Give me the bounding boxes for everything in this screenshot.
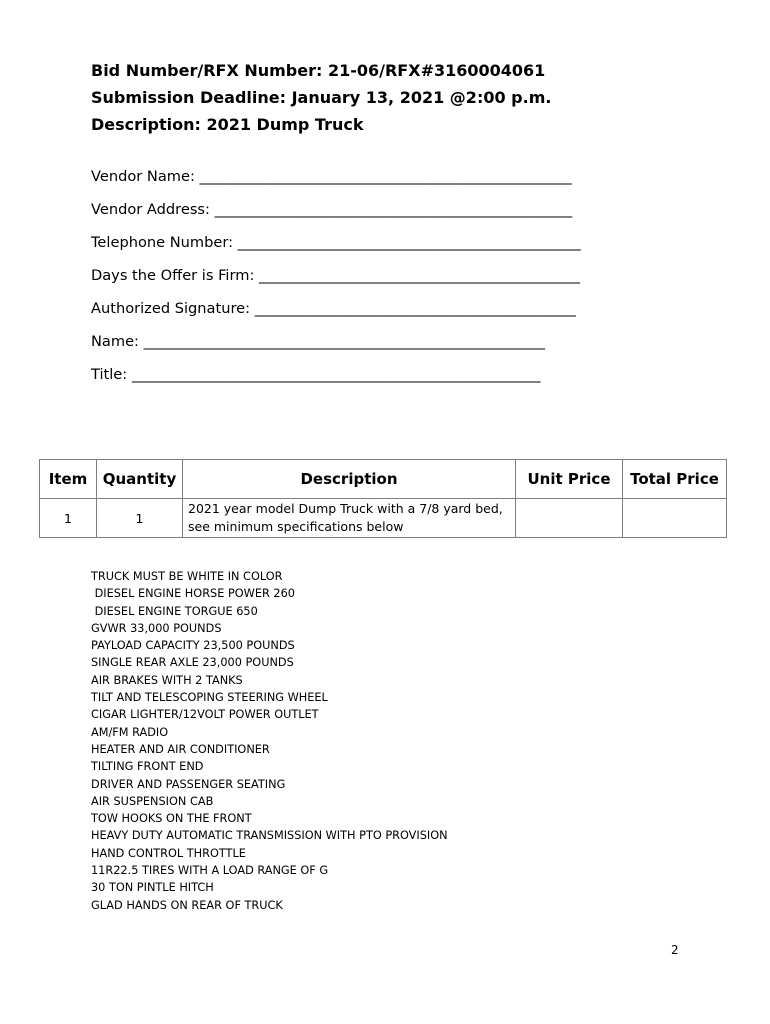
quantity-cell: 1 xyxy=(97,499,183,538)
item-cell: 1 xyxy=(40,499,97,538)
spec-item: HEAVY DUTY AUTOMATIC TRANSMISSION WITH PTO PROVISION xyxy=(91,829,448,843)
bid-number-heading: Bid Number/RFX Number: 21-06/RFX#3160004061 xyxy=(91,61,546,80)
title-field: Title: ________________________________________________________ xyxy=(91,366,541,383)
spec-item: SINGLE REAR AXLE 23,000 POUNDS xyxy=(91,656,294,670)
table-row xyxy=(40,499,727,538)
spec-item: HAND CONTROL THROTTLE xyxy=(91,846,246,860)
unit-price-cell xyxy=(516,499,623,538)
spec-item: DRIVER AND PASSENGER SEATING xyxy=(91,777,286,791)
page-number: 2 xyxy=(671,943,679,957)
spec-item: AM/FM RADIO xyxy=(91,725,169,739)
bid-header xyxy=(91,57,711,138)
vendor-name-field: Vendor Name: ___________________________________________________ xyxy=(91,168,572,185)
spec-item: PAYLOAD CAPACITY 23,500 POUNDS xyxy=(91,639,295,653)
unit-price-column-header: Unit Price xyxy=(516,460,623,499)
spec-item: GVWR 33,000 POUNDS xyxy=(91,621,222,635)
spec-item: HEATER AND AIR CONDITIONER xyxy=(91,742,270,756)
spec-item: GLAD HANDS ON REAR OF TRUCK xyxy=(91,898,283,912)
total-price-cell xyxy=(623,499,727,538)
name-field: Name: _______________________________________________________ xyxy=(91,333,545,350)
description-heading: Description: 2021 Dump Truck xyxy=(91,115,364,134)
days-offer-firm-field: Days the Offer is Firm: ____________________________________________ xyxy=(91,267,581,284)
quantity-column-header: Quantity xyxy=(97,460,183,499)
total-price-column-header: Total Price xyxy=(623,460,727,499)
vendor-address-field: Vendor Address: _________________________________________________ xyxy=(91,201,573,218)
spec-item: CIGAR LIGHTER/12VOLT POWER OUTLET xyxy=(91,708,319,722)
spec-item: AIR SUSPENSION CAB xyxy=(91,794,214,808)
description-line-1: 2021 year model Dump Truck with a 7/8 yard bed, xyxy=(188,501,503,516)
submission-deadline-heading: Submission Deadline: January 13, 2021 @2:00 p.m. xyxy=(91,88,552,107)
vendor-information-form xyxy=(91,160,711,391)
spec-item: 30 TON PINTLE HITCH xyxy=(91,881,214,895)
bid-pricing-table xyxy=(39,459,727,538)
description-column-header: Description xyxy=(183,460,516,499)
spec-item: AIR BRAKES WITH 2 TANKS xyxy=(91,673,243,687)
description-line-2: see minimum specifications below xyxy=(188,519,404,534)
spec-item: TOW HOOKS ON THE FRONT xyxy=(91,812,252,826)
minimum-specifications-list xyxy=(91,568,651,914)
table-header-row xyxy=(40,460,727,499)
spec-item: TILTING FRONT END xyxy=(91,760,204,774)
spec-item: TRUCK MUST BE WHITE IN COLOR xyxy=(91,570,283,583)
spec-item: DIESEL ENGINE HORSE POWER 260 xyxy=(91,587,295,601)
telephone-number-field: Telephone Number: _______________________________________________ xyxy=(91,234,581,251)
spec-item: 11R22.5 TIRES WITH A LOAD RANGE OF G xyxy=(91,864,329,878)
description-cell xyxy=(183,499,516,538)
spec-item: TILT AND TELESCOPING STEERING WHEEL xyxy=(91,691,328,705)
item-column-header: Item xyxy=(40,460,97,499)
spec-item: DIESEL ENGINE TORGUE 650 xyxy=(91,604,258,618)
authorized-signature-field: Authorized Signature: ____________________________________________ xyxy=(91,300,576,317)
